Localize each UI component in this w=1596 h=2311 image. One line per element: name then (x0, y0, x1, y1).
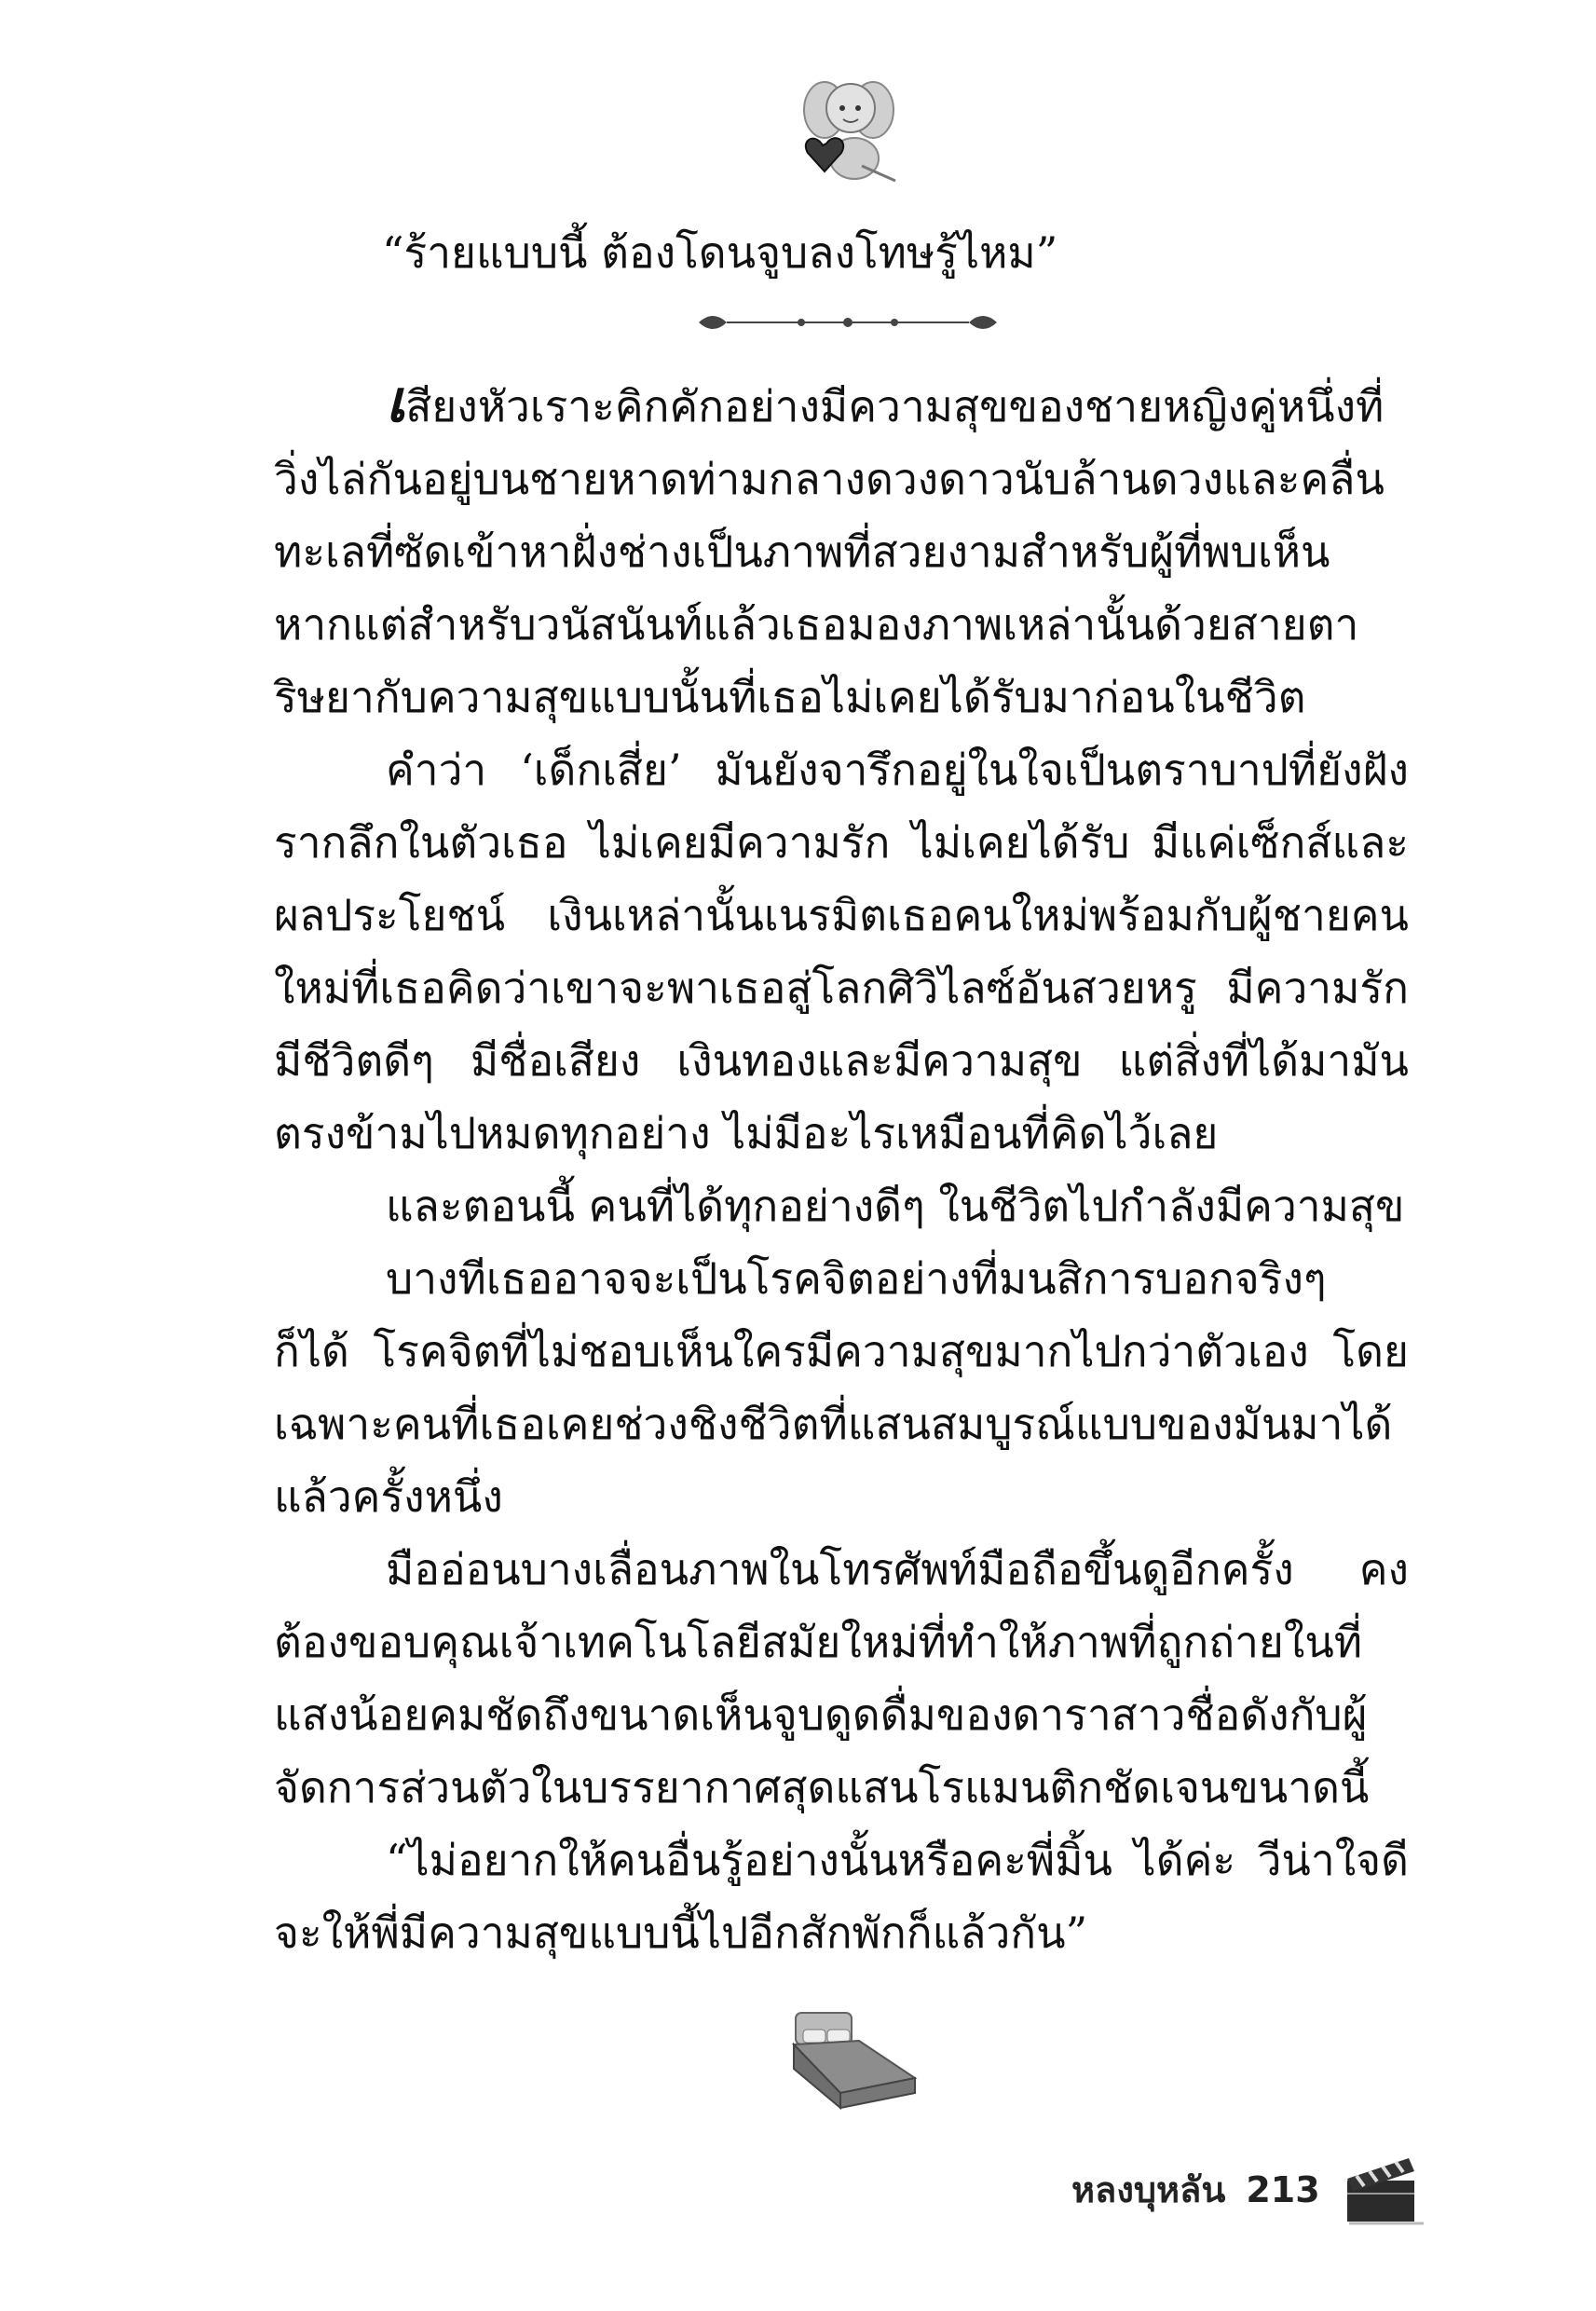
bed-icon (775, 2003, 924, 2115)
story-body (274, 365, 1409, 1969)
paragraph-text: สียงหัวเราะคิกคักอย่างมีความสุขของชายหญิงคู่หนึ่งที่วิ่งไล่กันอยู่บนชายหาดท่ามกลางดวงดาวนับล้านดวงและคลื่นทะเลที่ซัดเข้าหาฝั่งช่างเป็นภาพที่สวยงามสำหรับผู้ที่พบเห็น หากแต่สำหรับวนัสนันท์แล้วเธอมองภาพเหล่านั้นด้วยสายตาริษยากับความสุขแบบนั้นที่เธอไม่เคยได้รับมาก่อนในชีวิต (274, 381, 1385, 722)
ornamental-divider-icon (689, 308, 1006, 337)
paragraph: บางทีเธออาจจะเป็นโรคจิตอย่างที่มนสิการบอกจริงๆ ก็ได้ โรคจิตที่ไม่ชอบเห็นใครมีความสุขมากไปกว่าตัวเอง โดยเฉพาะคนที่เธอเคยช่วงชิงชีวิตที่แสนสมบูรณ์แบบของมันมาได้แล้วครั้งหนึ่ง (274, 1253, 1409, 1522)
page-footer (1071, 2167, 1341, 2213)
paragraph: มืออ่อนบางเลื่อนภาพในโทรศัพท์มือถือขึ้นดูอีกครั้ง คงต้องขอบคุณเจ้าเทคโนโลยีสมัยใหม่ที่ทำให้ภาพที่ถูกถ่ายในที่แสงน้อยคมชัดถึงขนาดเห็นจูบดูดดื่มของดาราสาวชื่อดังกับผู้จัดการส่วนตัวในบรรยากาศสุดแสนโรแมนติกชัดเจนขนาดนี้ (274, 1544, 1409, 1812)
cupid-with-heart-icon (797, 73, 899, 185)
paragraph: คำว่า ‘เด็กเสี่ย’ มันยังจารึกอยู่ในใจเป็นตราบาปที่ยังฝังรากลึกในตัวเธอ ไม่เคยมีความรัก ไม่เคยได้รับ มีแค่เซ็กส์และผลประโยชน์ เงินเหล่านั้นเนรมิตเธอคนใหม่พร้อมกับผู้ชายคนใหม่ที่เธอคิดว่าเขาจะพาเธอสู่โลกศิวิไลซ์อันสวยหรู มีความรัก มีชีวิตดีๆ มีชื่อเสียง เงินทองและมีความสุข แต่สิ่งที่ได้มามันตรงข้ามไปหมดทุกอย่าง ไม่มีอะไรเหมือนที่คิดไว้เลย (274, 745, 1409, 1158)
page-number: 213 (1246, 2169, 1320, 2210)
paragraph: และตอนนี้ คนที่ได้ทุกอย่างดีๆ ในชีวิตไปกำลังมีความสุข (386, 1181, 1405, 1231)
film-clapperboard-icon (1342, 2153, 1425, 2225)
opening-quote: “ร้ายแบบนี้ ต้องโดนจูบลงโทษรู้ไหม” (382, 227, 1058, 278)
drop-cap: เ (386, 367, 406, 435)
paragraph: “ไม่อยากให้คนอื่นรู้อย่างนั้นหรือคะพี่มิ้น ได้ค่ะ วีน่าใจดี จะให้พี่มีความสุขแบบนี้ไปอีกสักพักก็แล้วกัน” (274, 1835, 1409, 1958)
paragraph (274, 365, 1409, 733)
book-title: หลงบุหลัน (1071, 2169, 1226, 2210)
